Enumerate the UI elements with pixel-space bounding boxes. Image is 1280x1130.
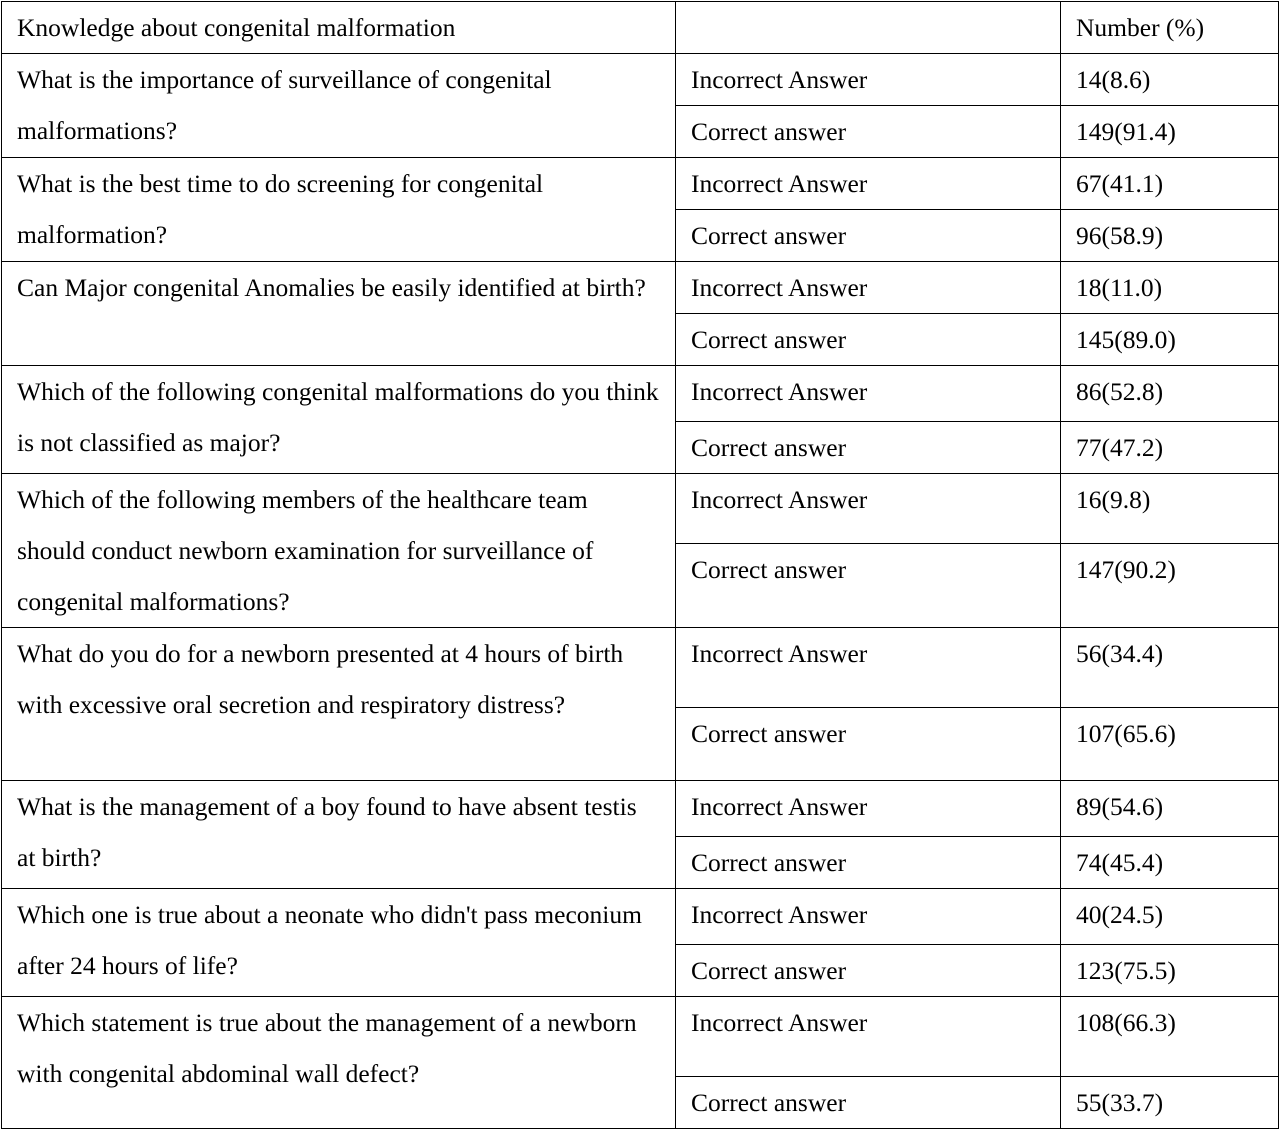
incorrect-value: 67(41.1) [1061,158,1279,210]
correct-value: 147(90.2) [1061,544,1279,628]
correct-label: Correct answer [676,210,1061,262]
correct-label: Correct answer [676,945,1061,997]
incorrect-label: Incorrect Answer [676,158,1061,210]
table-row [2,54,1279,106]
question-cell: Which of the following members of the healthcare team should conduct newborn examination for surveillance of congenital malformations? [2,474,676,628]
correct-label: Correct answer [676,544,1061,628]
correct-label: Correct answer [676,314,1061,366]
incorrect-value: 108(66.3) [1061,997,1279,1077]
incorrect-label: Incorrect Answer [676,889,1061,945]
incorrect-label: Incorrect Answer [676,997,1061,1077]
correct-value: 74(45.4) [1061,837,1279,889]
table-header-row [2,2,1279,54]
table-row [2,474,1279,544]
incorrect-label: Incorrect Answer [676,781,1061,837]
incorrect-label: Incorrect Answer [676,628,1061,708]
header-knowledge: Knowledge about congenital malformation [2,2,676,54]
correct-value: 77(47.2) [1061,422,1279,474]
correct-label: Correct answer [676,422,1061,474]
incorrect-value: 89(54.6) [1061,781,1279,837]
incorrect-value: 56(34.4) [1061,628,1279,708]
correct-value: 149(91.4) [1061,106,1279,158]
question-cell: Which statement is true about the management of a newborn with congenital abdominal wall defect? [2,997,676,1129]
correct-label: Correct answer [676,106,1061,158]
incorrect-value: 40(24.5) [1061,889,1279,945]
question-cell: Which of the following congenital malformations do you think is not classified as major? [2,366,676,474]
header-number-percent: Number (%) [1061,2,1279,54]
incorrect-value: 86(52.8) [1061,366,1279,422]
table-row [2,628,1279,708]
table-row [2,781,1279,837]
incorrect-label: Incorrect Answer [676,474,1061,544]
incorrect-label: Incorrect Answer [676,262,1061,314]
question-cell: What is the best time to do screening for congenital malformation? [2,158,676,262]
correct-label: Correct answer [676,837,1061,889]
correct-value: 55(33.7) [1061,1077,1279,1129]
correct-label: Correct answer [676,708,1061,781]
question-cell: What is the management of a boy found to have absent testis at birth? [2,781,676,889]
correct-label: Correct answer [676,1077,1061,1129]
header-answer-type [676,2,1061,54]
incorrect-label: Incorrect Answer [676,366,1061,422]
question-cell: What do you do for a newborn presented at 4 hours of birth with excessive oral secretion and respiratory distress? [2,628,676,781]
correct-value: 123(75.5) [1061,945,1279,997]
knowledge-table [1,1,1279,1129]
incorrect-label: Incorrect Answer [676,54,1061,106]
correct-value: 96(58.9) [1061,210,1279,262]
table-row [2,889,1279,945]
incorrect-value: 14(8.6) [1061,54,1279,106]
table-row [2,366,1279,422]
table-row [2,262,1279,314]
question-cell: Which one is true about a neonate who didn't pass meconium after 24 hours of life? [2,889,676,997]
correct-value: 145(89.0) [1061,314,1279,366]
incorrect-value: 18(11.0) [1061,262,1279,314]
incorrect-value: 16(9.8) [1061,474,1279,544]
table-row [2,158,1279,210]
question-cell: What is the importance of surveillance of congenital malformations? [2,54,676,158]
table-row [2,997,1279,1077]
correct-value: 107(65.6) [1061,708,1279,781]
question-cell: Can Major congenital Anomalies be easily identified at birth? [2,262,676,366]
